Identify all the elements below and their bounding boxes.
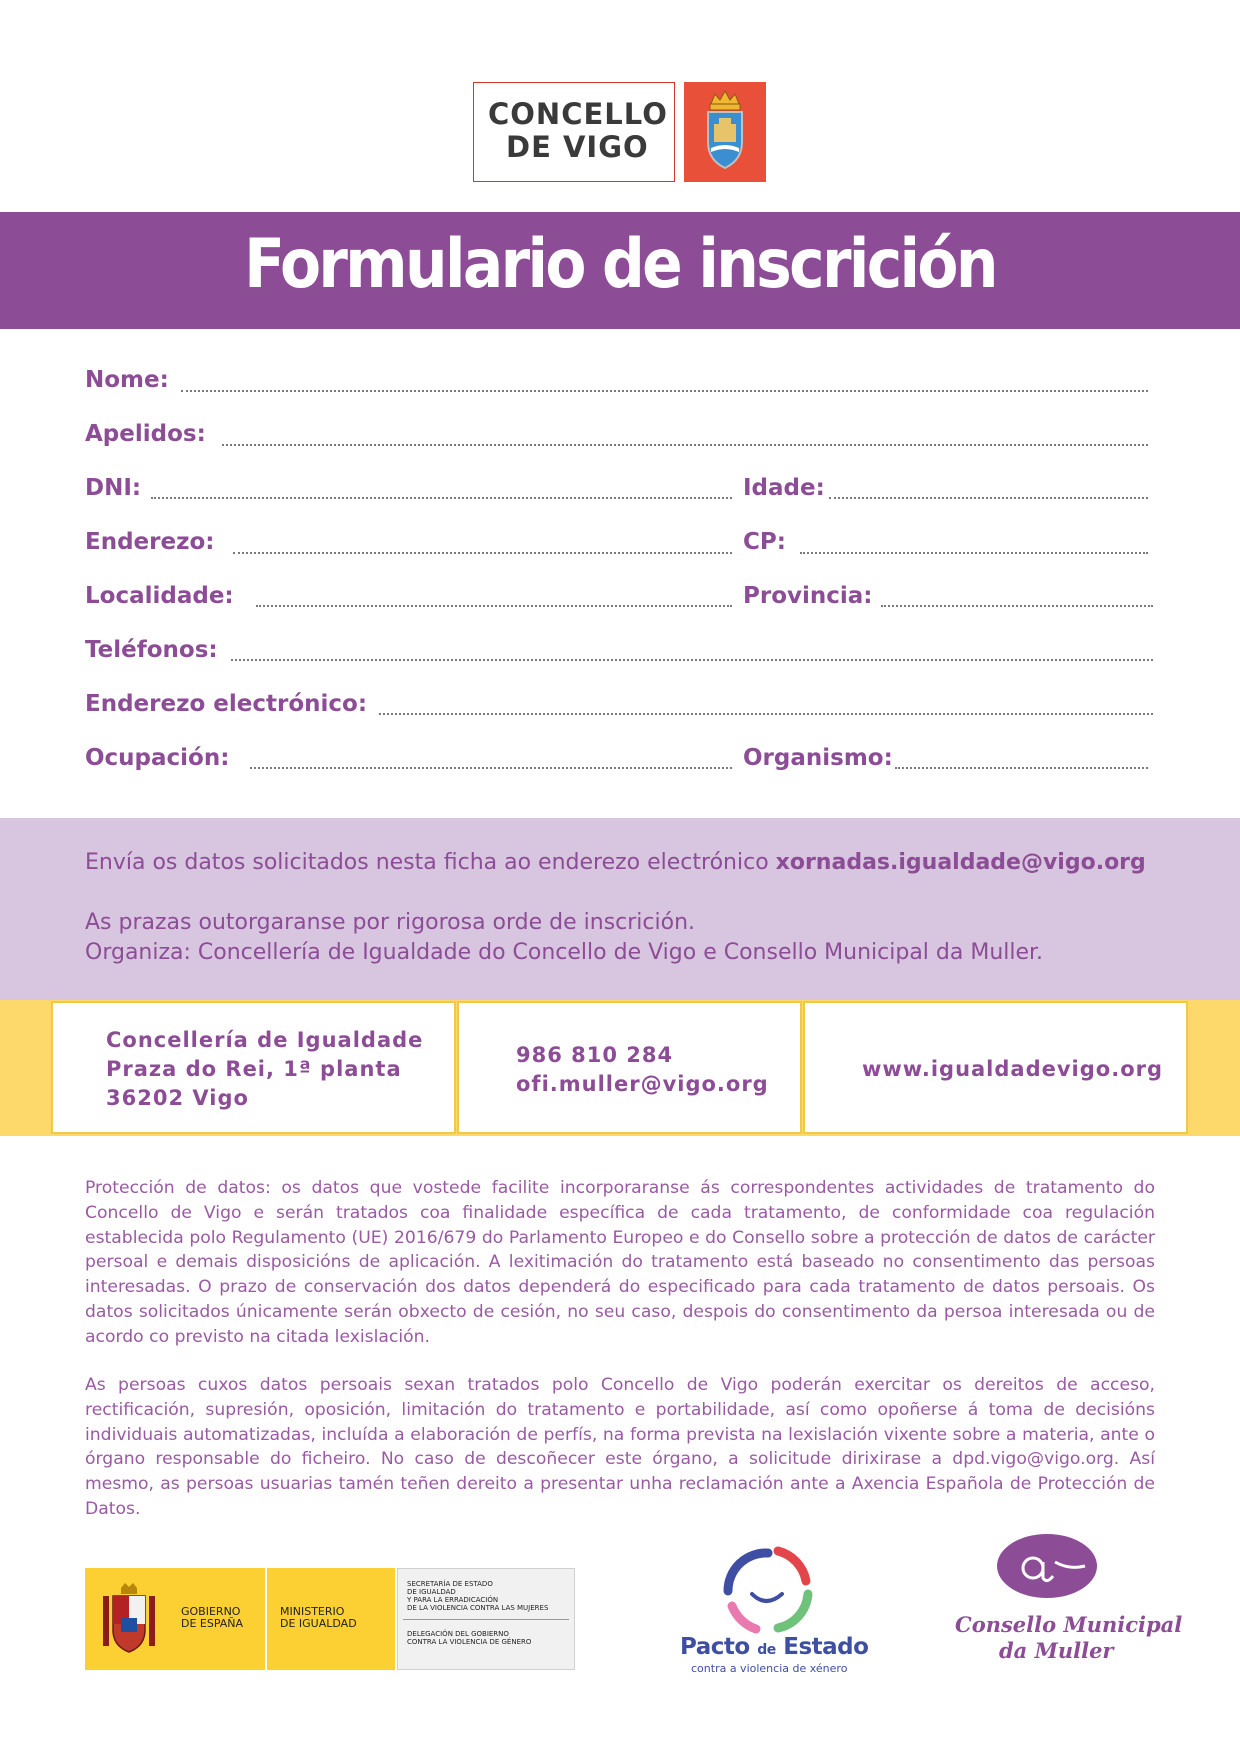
organismo-label: Organismo: [743, 745, 893, 771]
apelidos-field[interactable] [222, 444, 1148, 446]
dni-label: DNI: [85, 475, 142, 501]
nome-field[interactable] [181, 390, 1148, 392]
provincia-label: Provincia: [743, 583, 873, 609]
ministerio-line2: DE IGUALDAD [280, 1617, 357, 1630]
vigo-coat-of-arms-icon [684, 82, 766, 182]
pacto-smile-icon [708, 1536, 828, 1636]
gobierno-line2: DE ESPAÑA [181, 1617, 244, 1630]
dni-field[interactable] [151, 497, 732, 499]
secretaria-line3: Y PARA LA ERRADICACIÓN [407, 1596, 499, 1604]
gobierno-espana-logo [85, 1568, 575, 1670]
enderezo-field[interactable] [233, 552, 732, 554]
idade-label: Idade: [743, 475, 825, 501]
email-label: Enderezo electrónico: [85, 691, 368, 717]
cp-field[interactable] [800, 552, 1148, 554]
email-field[interactable] [379, 713, 1153, 715]
telefonos-label: Teléfonos: [85, 637, 218, 663]
telefonos-field[interactable] [231, 659, 1153, 661]
send-instructions [85, 850, 1146, 875]
send-text: Envía os datos solicitados nesta ficha ao enderezo electrónico [85, 850, 776, 875]
page-title: Formulario de inscrición [244, 225, 996, 304]
gobierno-line1: GOBIERNO [181, 1605, 241, 1618]
ocupacion-label: Ocupación: [85, 745, 230, 771]
office-line1: Concellería de Igualdade [106, 1028, 424, 1052]
office-address [106, 1026, 423, 1113]
ocupacion-field[interactable] [250, 767, 732, 769]
localidade-field[interactable] [256, 605, 732, 607]
organiza-text: Organiza: Concellería de Igualdade do Concello de Vigo e Consello Municipal da Muller. [85, 940, 1044, 965]
logo-line2: DE VIGO [506, 130, 649, 164]
spain-coat-of-arms-icon [99, 1582, 159, 1658]
idade-field[interactable] [829, 497, 1148, 499]
pacto-title [680, 1634, 868, 1660]
rights-paragraph: As persoas cuxos datos persoais sexan tratados polo Concello de Vigo poderán exercitar os dereitos de acceso, rectificación, supresión, oposición, limitación do tratamento e portabilidade, así como opoñerse á toma de decisións individuais automatizadas, incluída a elaboración de perfís, na forma prevista na lexislación vixente sobre a materia, ante o órgano responsable do ficheiro. No caso de descoñecer este órgano, a solicitude dirixirase a dpd.vigo@vigo.org. Así mesmo, as persoas usuarias tamén teñen dereito a presentar unha reclamación ante a Axencia Española de Protección de Datos. [85, 1375, 1155, 1519]
pacto-word: Pacto [680, 1634, 758, 1660]
pacto-subtitle: contra a violencia de xénero [691, 1662, 848, 1675]
office-line2: Praza do Rei, 1ª planta [106, 1057, 402, 1081]
secretaria-line1: SECRETARÍA DE ESTADO [407, 1580, 493, 1588]
data-protection-paragraph: Protección de datos: os datos que vostede facilite incorporaranse ás correspondentes actividades de tratamento do Concello de Vigo e serán tratados coa finalidade específica de cada tratamento, de conformidade coa regulación establecida polo Regulamento (UE) 2016/679 do Parlamento Europeo e do Consello sobre a protección de datos de carácter persoal e demais disposicións de aplicación. A lexitimación do tratamento está baseado no consentimento das persoas interesadas. O prazo de conservación dos datos dependerá do especificado para cada tratamento de datos persoais. Os datos solicitados únicamente serán obxecto de cesión, no seu caso, despois do consentimento da persoa interesada ou de acordo co previsto na citada lexislación. [85, 1178, 1155, 1347]
consello-at-symbol-icon [995, 1532, 1105, 1602]
contact-email-link[interactable]: ofi.muller@vigo.org [516, 1072, 769, 1096]
send-email-link[interactable]: xornadas.igualdade@vigo.org [775, 850, 1146, 875]
ministerio-line1: MINISTERIO [280, 1605, 345, 1618]
consello-municipal-logo [955, 1532, 1183, 1672]
consello-line2: da Muller [999, 1638, 1114, 1663]
places-text: As prazas outorgaranse por rigorosa orde de inscrición. [85, 910, 696, 935]
logo-line1: CONCELLO [488, 97, 668, 131]
gobierno-text [181, 1606, 243, 1630]
provincia-field[interactable] [881, 605, 1153, 607]
cp-label: CP: [743, 529, 786, 555]
secretaria-line4: DE LA VIOLENCIA CONTRA LAS MUJERES [407, 1604, 549, 1612]
pacto-de-estado-logo [678, 1536, 869, 1676]
ministerio-text [280, 1606, 357, 1630]
secretaria-text [407, 1580, 548, 1612]
pacto-de: de [757, 1642, 776, 1658]
apelidos-label: Apelidos: [85, 421, 206, 447]
delegacion-text [407, 1630, 531, 1646]
organismo-field[interactable] [895, 767, 1148, 769]
delegacion-line1: DELEGACIÓN DEL GOBIERNO [407, 1630, 509, 1638]
concello-logo-text [488, 98, 668, 164]
localidade-label: Localidade: [85, 583, 234, 609]
info-band [0, 818, 1240, 1000]
office-line3: 36202 Vigo [106, 1086, 249, 1110]
phone-email [516, 1041, 769, 1099]
consello-line1: Consello Municipal [955, 1612, 1183, 1637]
estado-word: Estado [775, 1634, 869, 1660]
delegacion-line2: CONTRA LA VIOLENCIA DE GÉNERO [407, 1638, 532, 1646]
contact-phone[interactable]: 986 810 284 [516, 1043, 674, 1067]
contact-web-link[interactable]: www.igualdadevigo.org [862, 1057, 1164, 1081]
nome-label: Nome: [85, 367, 169, 393]
secretaria-line2: DE IGUALDAD [407, 1588, 456, 1596]
enderezo-label: Enderezo: [85, 529, 215, 555]
